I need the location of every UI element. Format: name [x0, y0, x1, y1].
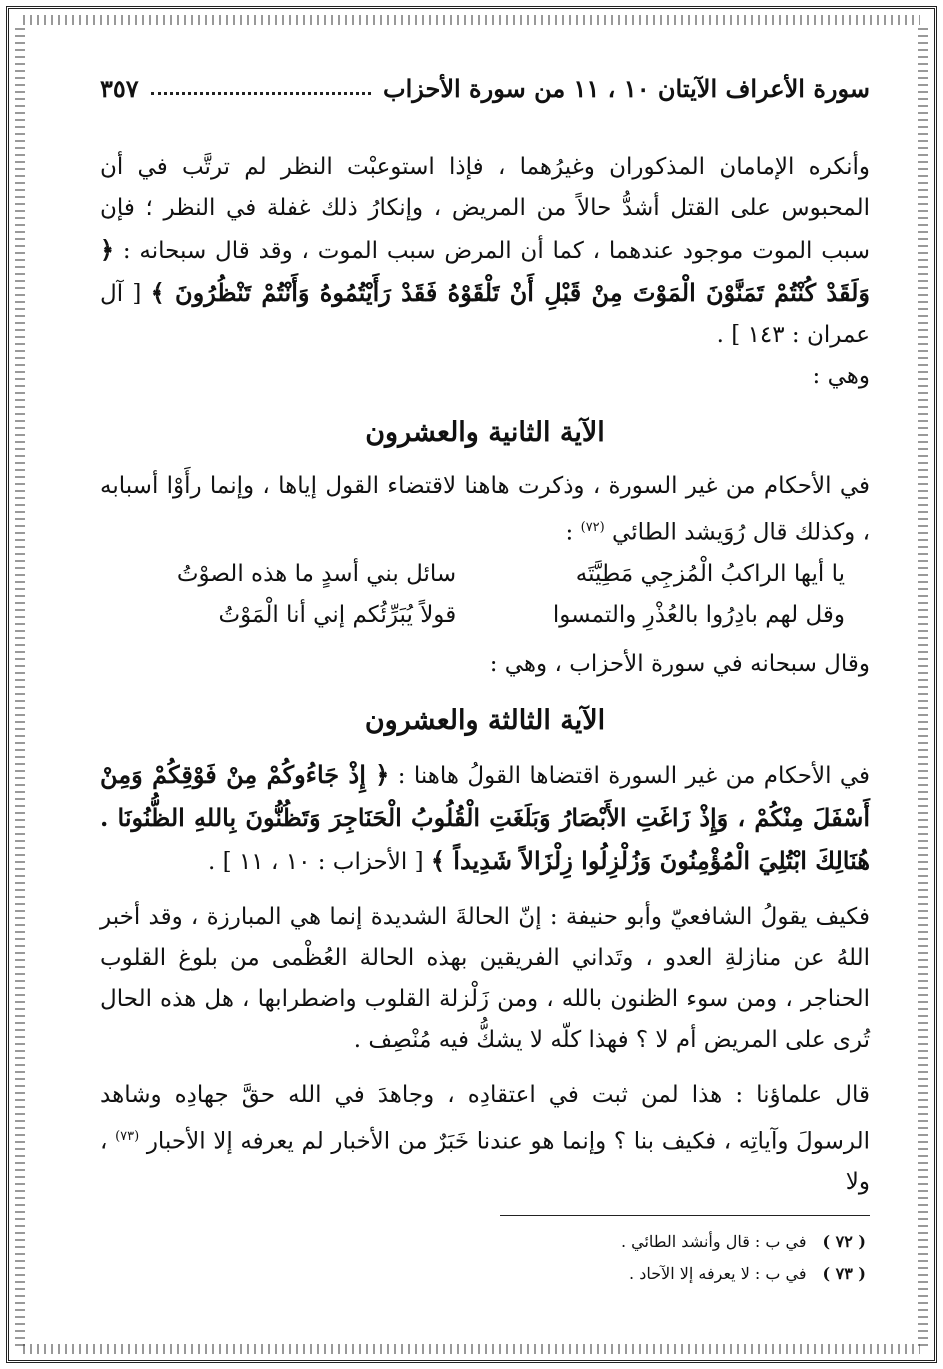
poem-line-1-second-hemistich: سائل بني أسدٍ ما هذه الصوْتُ: [176, 560, 457, 587]
poem-line-2-second-hemistich: قولاً يُبَرِّئُكم إني أنا الْمَوْتُ: [218, 601, 457, 628]
paragraph-6-text: قال علماؤنا : هذا لمن ثبت في اعتقادِه ، وجاهدَ في الله حقَّ جهادِه وشاهد الرسولَ وآياتِه ، فكيف بنا ؟ وإنما هو عندنا خَبَرٌ من الأخبار لم يعرفه إلا الأحبار: [100, 1081, 871, 1155]
paragraph-4-text: في الأحكام من غير السورة اقتضاها القولُ هاهنا :: [397, 762, 870, 789]
page-number: ٣٥٧: [100, 73, 139, 103]
footnote-ref-72[interactable]: (٧٢): [580, 520, 605, 535]
border-ornament-bottom: [23, 1344, 920, 1354]
running-header: [100, 68, 870, 109]
footnote-number: ( ٧٣ ): [822, 1264, 866, 1284]
paragraph-1-text: وأنكره الإمامان المذكوران وغيرُهما ، فإذا استوعبْت النظر لم ترتَّب في أن المحبوس على القتل أشدُّ حالاً من المريض ، وإنكارُ ذلك غفلة في النظر ؛ فإن سبب الموت موجود عندهما ، كما أن المرض سبب الموت ، وقد قال سبحانه :: [100, 154, 870, 264]
poem-line-1-first-hemistich: يا أيها الراكبُ الْمُزجِي مَطِيَّتَه: [575, 560, 845, 587]
paragraph-3: وقال سبحانه في سورة الأحزاب ، وهي :: [489, 650, 870, 677]
quran-quote-1: ﴿ وَلَقَدْ كُنْتُمْ تَمَنَّوْنَ الْمَوْتَ مِنْ قَبْلِ أَنْ تَلْقَوْهُ فَقَدْ رَأَيْتُمُوهُ وَأَنْتُمْ تَنْظُرُونَ ﴾: [100, 235, 871, 307]
paragraph-6-end: ، ولا: [100, 1128, 870, 1196]
footnote-separator: [500, 1215, 870, 1216]
quran-reference-1: [ آل عمران : ١٤٣ ] .: [100, 281, 870, 348]
paragraph-2-text: في الأحكام من غير السورة ، وذكرت هاهنا لاقتضاء القول إياها ، وإنما رأَوْا أسبابه ، وكذلك قال رُوَيشد الطائي: [100, 473, 870, 546]
poem-line-2-first-hemistich: وقل لهم بادِرُوا بالعُذْرِ والتمسوا: [552, 601, 845, 628]
border-ornament-right: [918, 23, 928, 1346]
footnote-number: ( ٧٢ ): [822, 1232, 866, 1252]
footnote-ref-73[interactable]: (٧٣): [115, 1128, 140, 1144]
heading-verse-22: الآية الثانية والعشرون: [365, 417, 605, 448]
paragraph-2: [100, 466, 870, 554]
footnotes: [100, 1226, 870, 1290]
header-title: سورة الأعراف الآيتان ١٠ ، ١١ من سورة الأحزاب: [382, 73, 870, 103]
paragraph-2-end: :: [565, 519, 574, 546]
border-ornament-top: [23, 15, 920, 25]
poem-line-1: [100, 554, 870, 595]
quran-reference-2: [ الأحزاب : ١٠ ، ١١ ] .: [208, 848, 424, 875]
footnote-72: [100, 1226, 870, 1258]
paragraph-5: فكيف يقولُ الشافعيّ وأبو حنيفة : إنّ الحالةَ الشديدة إنما هي المبارزة ، وقد أخبر اللهُ عن منازلةِ العدو ، وتَداني الفريقين بهذه الحالة العُظْمى من بلوغ القلوب الحناجر ، ومن سوء الظنون بالله ، ومن زَلْزلة القلوب واضطرابها ، هل هذه الحال تُرى على المريض أم لا ؟ فهذا كلّه لا يشكُّ فيه مُنْصِف .: [100, 903, 870, 1053]
footnote-73: [100, 1258, 870, 1290]
footnote-text: في ب : قال وأنشد الطائي .: [620, 1232, 807, 1252]
quran-quote-2: ﴿ إِذْ جَاءُوكُمْ مِنْ فَوْقِكُمْ وَمِنْ أَسْفَلَ مِنْكُمْ ، وَإِذْ زَاغَتِ الأَبْصَارُ وَبَلَغَتِ الْقُلُوبُ الْحَنَاجِرَ وَتَظُنُّونَ بِاللهِ الظُّنُونَا . هُنَالِكَ ابْتُلِيَ الْمُؤْمِنُونَ وَزُلْزِلُوا زِلْزَالاً شَدِيداً ﴾: [100, 759, 870, 875]
footnote-text: في ب : لا يعرفه إلا الآحاد .: [629, 1264, 807, 1284]
paragraph-4: [100, 754, 870, 883]
heading-verse-23: الآية الثالثة والعشرون: [364, 704, 606, 736]
header-leader-dots: [151, 92, 371, 95]
paragraph-6: [100, 1075, 870, 1204]
paragraph-1-tail: وهي :: [812, 363, 870, 389]
paragraph-1: [100, 147, 870, 397]
border-ornament-left: [15, 23, 25, 1346]
poem-line-2: [100, 595, 870, 636]
page-content: [100, 68, 870, 1290]
